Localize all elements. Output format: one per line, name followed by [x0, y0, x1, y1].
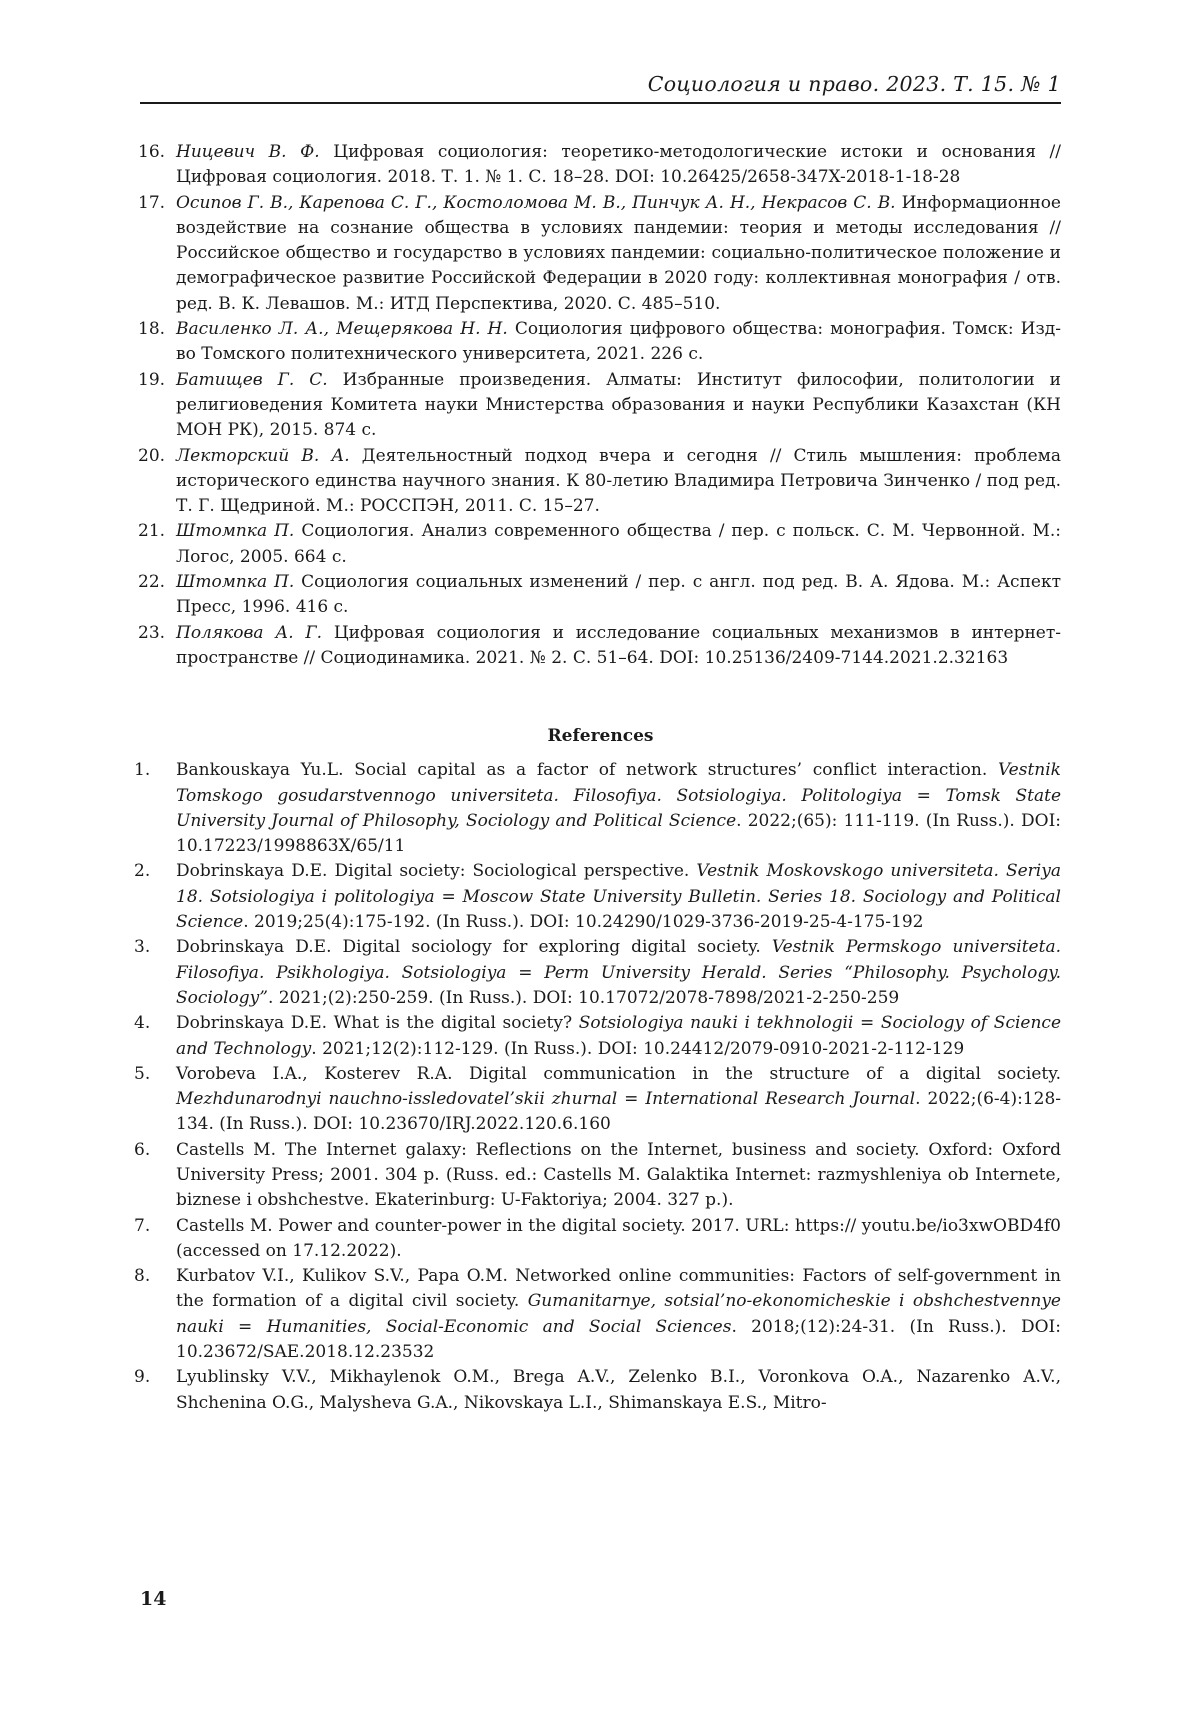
reference-journal: Sotsiologiya nauki i tekhnologii = Sociology of Science and Technology	[176, 1013, 1061, 1058]
reference-authors: Осипов Г. В., Карепова С. Г., Костоломова М. В., Пинчук А. Н., Некрасов С. В.	[176, 193, 896, 213]
reference-number: 21.	[138, 519, 172, 544]
reference-text: Цифровая социология: теоретико-методологические истоки и основания // Цифровая социология. 2018. Т. 1. № 1. С. 18–28. DOI: 10.26425/2658-347X-2018-1-18-28	[176, 142, 1061, 187]
reference-text: Информационное воздействие на сознание общества в условиях пандемии: теория и методы исследования // Российское общество и государство в условиях пандемии: социально-политическое положение и демографическое развитие Российской Федерации в 2020 году: коллективная монография / отв. ред. В. К. Левашов. М.: ИТД Перспектива, 2020. С. 485–510.	[176, 193, 1061, 314]
reference-number: 3.	[134, 935, 170, 960]
reference-item	[140, 191, 1061, 317]
reference-journal: Mezhdunarodnyi nauchno-issledovatel’skii zhurnal = International Research Journal	[176, 1089, 915, 1109]
russian-reference-list	[140, 140, 1061, 671]
reference-journal: Vestnik Moskovskogo universiteta. Seriya 18. Sotsiologiya i politologiya = Moscow State University Bulletin. Series 18. Sociology and Political Science	[176, 861, 1061, 932]
reference-number: 22.	[138, 570, 172, 595]
reference-text: Dobrinskaya D.E. Digital society: Sociological perspective.	[176, 861, 696, 881]
reference-item	[140, 368, 1061, 444]
reference-item	[140, 1011, 1061, 1062]
reference-item	[140, 140, 1061, 191]
reference-text: Kurbatov V.I., Kulikov S.V., Papa O.M. Networked online communities: Factors of self-government in the formation of a digital civil society.	[176, 1266, 1061, 1311]
reference-item	[140, 1365, 1061, 1416]
reference-item	[140, 444, 1061, 520]
reference-text: Избранные произведения. Алматы: Институт философии, политологии и религиоведения Комитета науки Мнистерства образования и науки Республики Казахстан (КН МОН РК), 2015. 874 с.	[176, 370, 1061, 441]
reference-number: 9.	[134, 1365, 170, 1390]
reference-text: Lyublinsky V.V., Mikhaylenok O.M., Brega A.V., Zelenko B.I., Voronkova O.A., Nazarenko A.V., Shchenina O.G., Malysheva G.A., Nikovskaya L.I., Shimanskaya E.S., Mitro-	[176, 1367, 1061, 1412]
reference-journal: Vestnik Tomskogo gosudarstvennogo universiteta. Filosofiya. Sotsiologiya. Politologiya = Tomsk State University Journal of Philosophy, Sociology and Political Science	[176, 760, 1061, 831]
reference-number: 16.	[138, 140, 172, 165]
reference-number: 23.	[138, 621, 172, 646]
reference-authors: Ницевич В. Ф.	[176, 142, 320, 162]
reference-item	[140, 570, 1061, 621]
reference-details: . 2018;(12):24-31. (In Russ.). DOI: 10.23672/SAE.2018.12.23532	[176, 1317, 1061, 1362]
reference-details: . 2022;(65): 111-119. (In Russ.). DOI: 10.17223/1998863X/65/11	[176, 811, 1061, 856]
reference-number: 7.	[134, 1214, 170, 1239]
references-heading: References	[140, 726, 1061, 746]
reference-item	[140, 317, 1061, 368]
reference-text: Цифровая социология и исследование социальных механизмов в интернет-пространстве // Социодинамика. 2021. № 2. С. 51–64. DOI: 10.25136/2409-7144.2021.2.32163	[176, 623, 1061, 668]
reference-text: Социология цифрового общества: монография. Томск: Изд-во Томского политехнического университета, 2021. 226 с.	[176, 319, 1061, 364]
reference-details: . 2022;(6-4):128-134. (In Russ.). DOI: 10.23670/IRJ.2022.120.6.160	[176, 1089, 1061, 1134]
reference-authors: Штомпка П.	[176, 572, 294, 592]
english-reference-list	[140, 758, 1061, 1416]
reference-number: 8.	[134, 1264, 170, 1289]
reference-number: 20.	[138, 444, 172, 469]
page-content	[140, 140, 1061, 1416]
reference-number: 5.	[134, 1062, 170, 1087]
reference-item	[140, 1214, 1061, 1265]
reference-item	[140, 621, 1061, 672]
journal-page	[0, 0, 1200, 1721]
reference-number: 19.	[138, 368, 172, 393]
reference-authors: Батищев Г. С.	[176, 370, 328, 390]
reference-number: 2.	[134, 859, 170, 884]
reference-text: Castells M. Power and counter-power in the digital society. 2017. URL: https:// youtu.be/io3xwOBD4f0 (accessed on 17.12.2022).	[176, 1216, 1061, 1261]
reference-text: Социология социальных изменений / пер. с англ. под ред. В. А. Ядова. М.: Аспект Пресс, 1996. 416 с.	[176, 572, 1061, 617]
reference-authors: Штомпка П.	[176, 521, 294, 541]
reference-authors: Лекторский В. А.	[176, 446, 350, 466]
reference-number: 4.	[134, 1011, 170, 1036]
reference-authors: Василенко Л. А., Мещерякова Н. Н.	[176, 319, 508, 339]
reference-details: . 2019;25(4):175-192. (In Russ.). DOI: 10.24290/1029-3736-2019-25-4-175-192	[243, 912, 923, 932]
reference-text: Vorobeva I.A., Kosterev R.A. Digital communication in the structure of a digital society.	[176, 1064, 1061, 1084]
reference-text: Деятельностный подход вчера и сегодня // Стиль мышления: проблема исторического единства научного знания. К 80-летию Владимира Петровича Зинченко / под ред. Т. Г. Щедриной. М.: РОССПЭН, 2011. С. 15–27.	[176, 446, 1061, 517]
reference-number: 6.	[134, 1138, 170, 1163]
reference-item	[140, 1062, 1061, 1138]
reference-item	[140, 519, 1061, 570]
reference-item	[140, 935, 1061, 1011]
reference-authors: Полякова А. Г.	[176, 623, 322, 643]
reference-number: 18.	[138, 317, 172, 342]
reference-number: 17.	[138, 191, 172, 216]
reference-text: Dobrinskaya D.E. Digital sociology for exploring digital society.	[176, 937, 772, 957]
reference-text: Castells M. The Internet galaxy: Reflections on the Internet, business and society. Oxford: Oxford University Press; 2001. 304 p. (Russ. ed.: Castells M. Galaktika Internet: razmyshleniya ob Internete, biznese i obshchestve. Ekaterinburg: U-Faktoriya; 2004. 327 p.).	[176, 1140, 1061, 1211]
reference-text: Bankouskaya Yu.L. Social capital as a factor of network structures’ conflict interaction.	[176, 760, 998, 780]
running-header: Социология и право. 2023. Т. 15. № 1	[140, 72, 1061, 104]
reference-details: . 2021;(2):250-259. (In Russ.). DOI: 10.17072/2078-7898/2021-2-250-259	[268, 988, 899, 1008]
reference-item	[140, 758, 1061, 859]
reference-item	[140, 1264, 1061, 1365]
reference-journal: Gumanitarnye, sotsial’no-ekonomicheskie i obshchestvennye nauki = Humanities, Social-Economic and Social Sciences	[176, 1291, 1061, 1336]
page-number: 14	[140, 1588, 166, 1610]
reference-text: Социология. Анализ современного общества / пер. с польск. С. М. Червонной. М.: Логос, 2005. 664 с.	[176, 521, 1061, 566]
reference-journal: Vestnik Permskogo universiteta. Filosofiya. Psikhologiya. Sotsiologiya = Perm University Herald. Series “Philosophy. Psychology. Sociology”	[176, 937, 1061, 1008]
reference-item	[140, 1138, 1061, 1214]
reference-details: . 2021;12(2):112-129. (In Russ.). DOI: 10.24412/2079-0910-2021-2-112-129	[311, 1039, 964, 1059]
reference-number: 1.	[134, 758, 170, 783]
reference-item	[140, 859, 1061, 935]
reference-text: Dobrinskaya D.E. What is the digital society?	[176, 1013, 579, 1033]
